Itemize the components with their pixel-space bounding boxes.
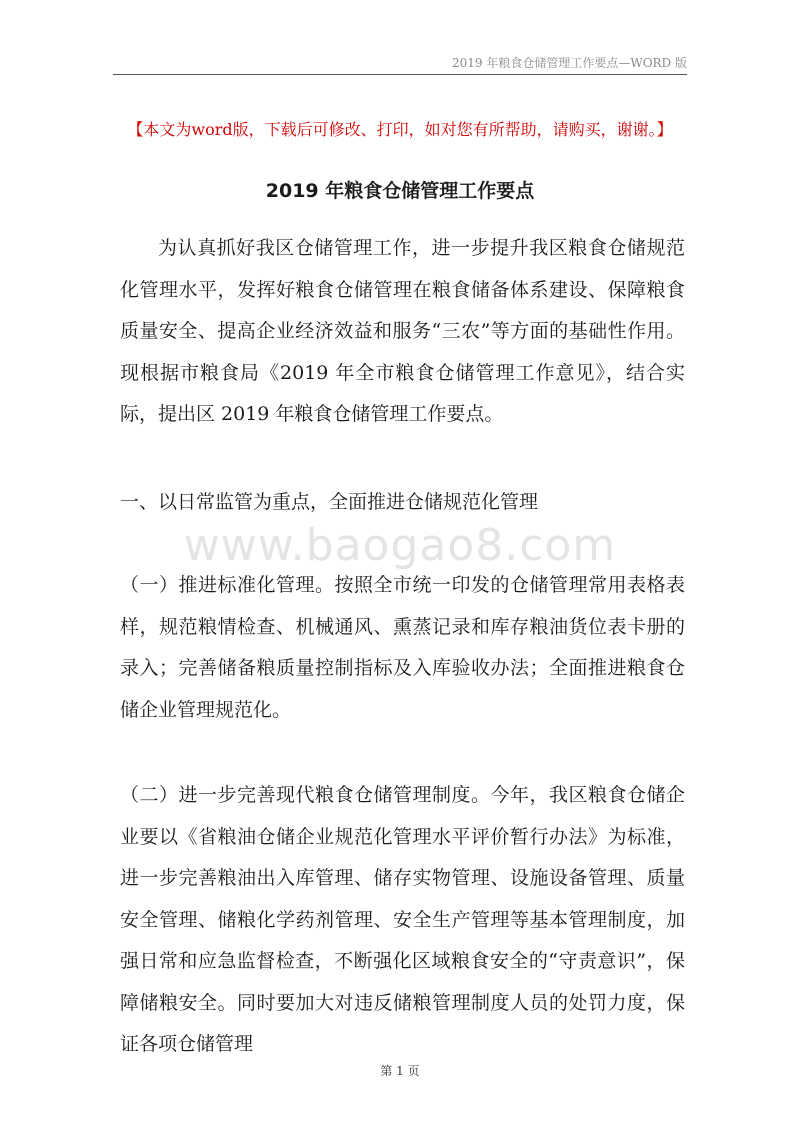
running-header: 2019 年粮食仓储管理工作要点—WORD 版 xyxy=(452,56,687,70)
download-notice: 【本文为word版，下载后可修改、打印，如对您有所帮助，请购买，谢谢。】 xyxy=(127,120,673,139)
header-divider xyxy=(113,74,687,75)
watermark: www.baogao8.com xyxy=(183,520,617,571)
paragraph-2: （二）进一步完善现代粮食仓储管理制度。今年，我区粮食仓储企业要以《省粮油仓储企业规范化管理水平评价暂行办法》为标准，进一步完善粮油出入库管理、储存实物管理、设施设备管理、质量安全管理、储粮化学药剂管理、安全生产管理等基本管理制度，加强日常和应急监督检查，不断强化区域粮食安全的“守责意识”，保障储粮安全。同时要加大对违反储粮管理制度人员的处罚力度，保证各项仓储管理 xyxy=(120,784,685,1055)
intro-paragraph: 为认真抓好我区仓储管理工作，进一步提升我区粮食仓储规范化管理水平，发挥好粮食仓储管理在粮食储备体系建设、保障粮食质量安全、提高企业经济效益和服务“三农”等方面的基础性作用。现根据市粮食局《2019 年全市粮食仓储管理工作意见》，结合实际，提出区 2019 年粮食仓储管理工作要点。 xyxy=(120,237,685,425)
page-number: 第 1 页 xyxy=(380,1064,420,1078)
section-heading-1: 一、以日常监管为重点，全面推进仓储规范化管理 xyxy=(120,491,539,513)
document-title: 2019 年粮食仓储管理工作要点 xyxy=(265,180,535,202)
paragraph-1: （一）推进标准化管理。按照全市统一印发的仓储管理常用表格表样，规范粮情检查、机械通风、熏蒸记录和库存粮油货位表卡册的录入；完善储备粮质量控制指标及入库验收办法；全面推进粮食仓储企业管理规范化。 xyxy=(120,574,685,721)
